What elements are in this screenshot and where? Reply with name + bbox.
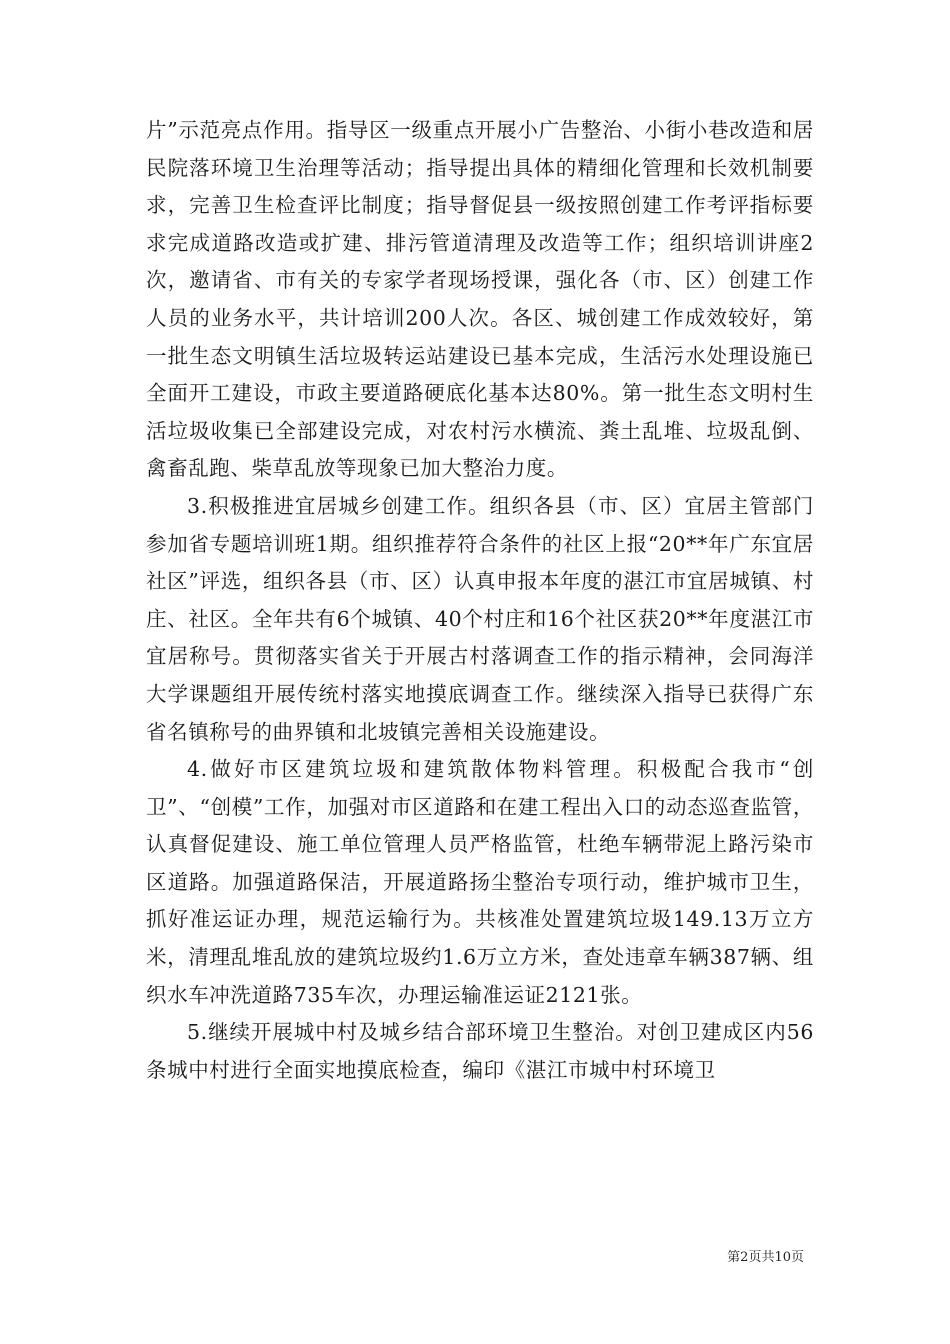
paragraph-item-5: 5.继续开展城中村及城乡结合部环境卫生整治。对创卫建成区内56条城中村进行全面实地摸底检查，编印《湛江市城中村环境卫	[146, 1020, 814, 1082]
paragraph-item-4: 4.做好市区建筑垃圾和建筑散体物料管理。积极配合我市“创卫”、“创模”工作，加强对市区道路和在建工程出入口的动态巡查监管，认真督促建设、施工单位管理人员严格监管，杜绝车辆带泥上路污染市区道路。加强道路保洁，开展道路扬尘整治专项行动，维护城市卫生，抓好准运证办理，规范运输行为。共核准处置建筑垃圾149.13万立方米，清理乱堆乱放的建筑垃圾约1.6万立方米，查处违章车辆387辆、组织水车冲洗道路735车次，办理运输准运证2121张。	[146, 757, 814, 1007]
paragraph-item-3: 3.积极推进宜居城乡创建工作。组织各县（市、区）宜居主管部门参加省专题培训班1期。组织推荐符合条件的社区上报“20**年广东宜居社区”评选，组织各县（市、区）认真申报本年度的湛江市宜居城镇、村庄、社区。全年共有6个城镇、40个村庄和16个社区获20**年度湛江市宜居称号。贯彻落实省关于开展古村落调查工作的指示精神，会同海洋大学课题组开展传统村落实地摸底调查工作。继续深入指导已获得广东省名镇称号的曲界镇和北坡镇完善相关设施建设。	[146, 493, 814, 744]
document-body	[146, 112, 814, 1089]
paragraph-continuation: 片”示范亮点作用。指导区一级重点开展小广告整治、小街小巷改造和居民院落环境卫生治理等活动；指导提出具体的精细化管理和长效机制要求，完善卫生检查评比制度；指导督促县一级按照创建工作考评指标要求完成道路改造或扩建、排污管道清理及改造等工作；组织培训讲座2次，邀请省、市有关的专家学者现场授课，强化各（市、区）创建工作人员的业务水平，共计培训200人次。各区、城创建工作成效较好，第一批生态文明镇生活垃圾转运站建设已基本完成，生活污水处理设施已全面开工建设，市政主要道路硬底化基本达80%。第一批生态文明村生活垃圾收集已全部建设完成，对农村污水横流、粪土乱堆、垃圾乱倒、禽畜乱跑、柴草乱放等现象已加大整治力度。	[146, 118, 814, 481]
page-number-footer: 第2页共10页	[727, 1250, 804, 1265]
